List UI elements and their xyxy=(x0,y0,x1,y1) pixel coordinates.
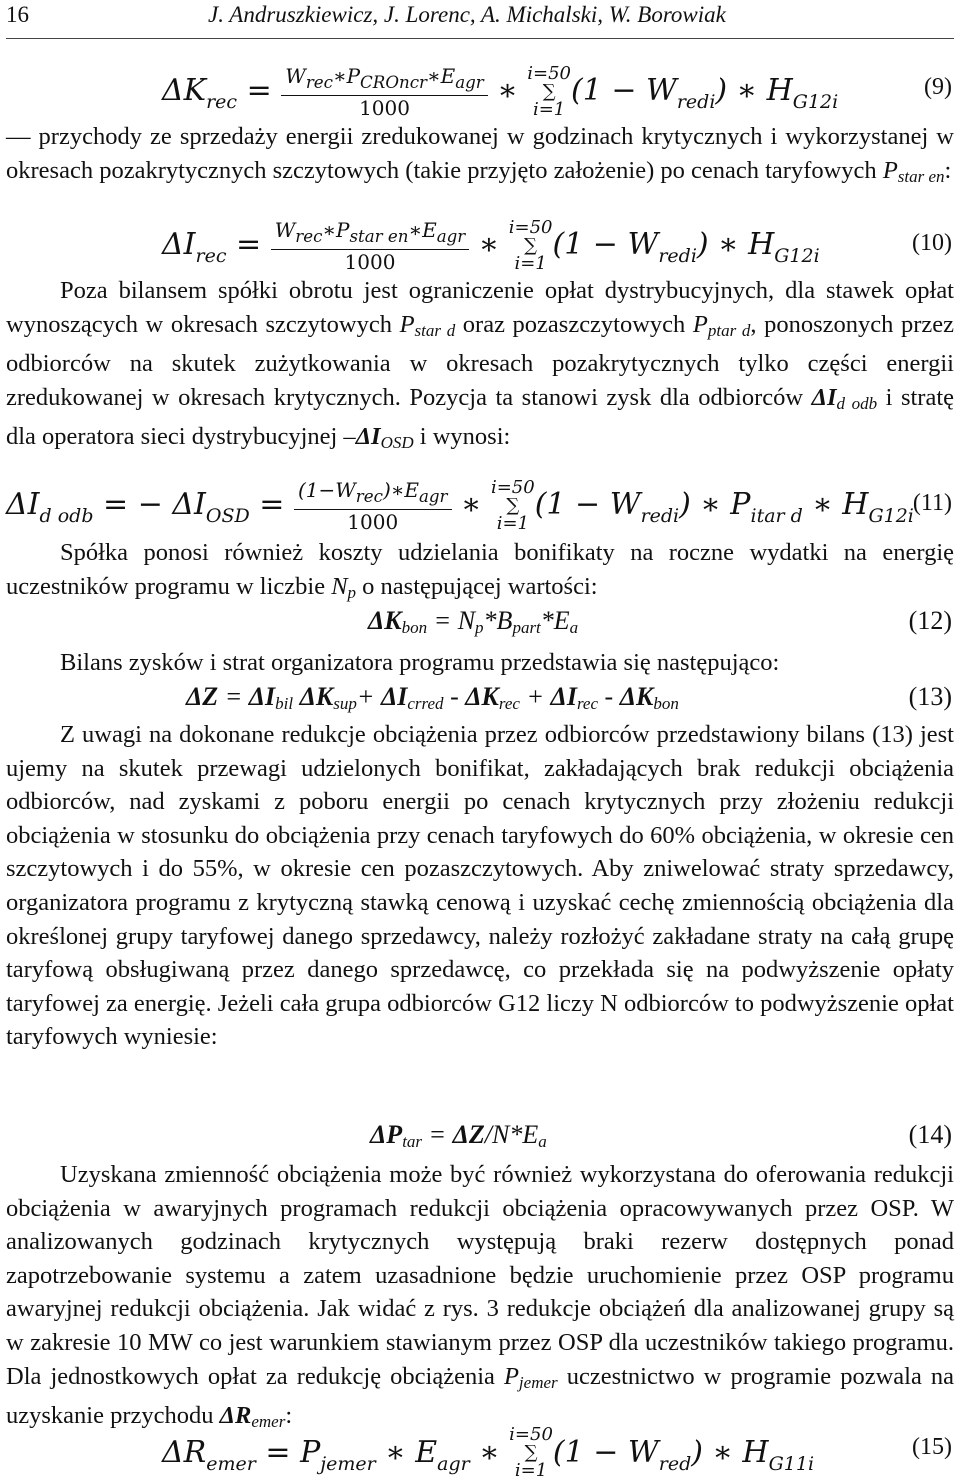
equation-number: (10) xyxy=(912,230,952,256)
author-line: J. Andruszkiewicz, J. Lorenc, A. Michalski, W. Borowiak xyxy=(208,2,726,27)
paragraph-balance-intro xyxy=(6,646,954,680)
paragraph-bonus-cost: Spółka ponosi również koszty udzielania bonifikaty na roczne wydatki na energię uczestników programu w liczbie Np o następującej wartości: xyxy=(6,539,954,602)
paragraph-balance-discussion xyxy=(6,718,954,1054)
paragraph-text: Poza bilansem spółki obrotu jest ograniczenie opłat dystrybucyjnych, dla stawek opłat wynoszących w okresach szczytowych xyxy=(6,277,954,338)
equation-number: (11) xyxy=(912,490,952,516)
paragraph-text: i stratę dla operatora sieci dystrybucyjnej – xyxy=(6,383,955,451)
equation-number: (9) xyxy=(924,74,952,100)
equation-14: ΔPtar = ΔZ/N*Ea (14) xyxy=(370,1120,952,1151)
equation-13: ΔZ = ΔIbil ΔKsup+ ΔIcrred - ΔKrec + ΔIrec - ΔKbon (13) xyxy=(186,682,952,713)
paragraph-emergency-programs: Uzyskana zmienność obciążenia może być również wykorzystana do oferowania redukcji obciążenia w awaryjnych programach redukcji obciążenia opracowywanych przez OSP. W analizowanych godzinach krytycznych występują braki rezerw dostępnych ponad zapotrzebowanie systemu a zatem uzasadnione będzie uruchomienie przez OSP programu awaryjnej redukcji obciążenia. Jak widać z rys. 3 redukcje obciążeń dla analizowanej grupy są w zakresie 10 MW co jest warunkiem stawianym przez OSP dla uczestników takiego programu. Dla jednostkowych opłat za redukcję obciążenia Pjemer uczestnictwo w programie pozwala na uzyskanie przychodu ΔRemer: xyxy=(6,1161,955,1432)
paragraph-revenue-list-item: — przychody ze sprzedaży energii zredukowanej w godzinach krytycznych i wykorzystanej w okresach pozakrytycznych szczytowych (takie przyjęto założenie) po cenach taryfowych Pstar en: xyxy=(6,123,954,186)
paragraph-text: Uzyskana zmienność obciążenia może być również wykorzystana do oferowania redukcji obciążenia w awaryjnych programach redukcji obciążenia opracowywanych przez OSP. W analizowanych godzinach krytycznych występują braki rezerw dostępnych ponad zapotrzebowanie systemu a zatem uzasadnione będzie uruchomienie przez OSP programu awaryjnej redukcji obciążenia. Jak widać z rys. 3 redukcje obciążeń dla analizowanej grupy są w zakresie 10 MW co jest warunkiem stawianym przez OSP dla uczestników takiego programu. Dla jednostkowych opłat za redukcję obciążenia xyxy=(6,1161,954,1390)
paragraph-text: i wynosi: xyxy=(419,423,511,451)
paragraph-text: uczestnictwo w programie pozwala na uzyskanie przychodu xyxy=(6,1362,955,1430)
equation-number: (13) xyxy=(908,682,952,711)
equation-number: (15) xyxy=(912,1434,952,1460)
equation-15: $\Delta R_{emer} = P_{jemer}$ ∗ $E_{agr}$ ∗ i=50 ∑ $i=1(1 - W_{red})$ ∗ $H_{G11i}$ (15) xyxy=(162,1424,952,1481)
paragraph-text: , ponoszonych przez odbiorców na skutek zużytkowania w okresach pozakrytycznych tylko części energii zredukowanej w okresach krytycznych. Pozycja ta stanowi zysk dla odbiorców xyxy=(6,310,954,411)
equation-number: (14) xyxy=(908,1120,952,1149)
equation-number: (12) xyxy=(908,606,952,635)
paragraph-text: o następującej wartości: xyxy=(362,572,598,600)
page-number: 16 xyxy=(6,2,29,27)
paragraph-distribution-fees: Poza bilansem spółki obrotu jest ograniczenie opłat dystrybucyjnych, dla stawek opłat wynoszących w okresach szczytowych Pstar d oraz pozaszczytowych Pptar d, ponoszonych przez odbiorców na skutek zużytkowania w okresach pozakrytycznych tylko części energii zredukowanej w okresach krytycznych. Pozycja ta stanowi zysk dla odbiorców ΔId odb i stratę dla operatora sieci dystrybucyjnej –ΔIOSD i wynosi: xyxy=(6,277,955,453)
equation-11: $\Delta I_{d odb}$ = − $\Delta I_{OSD}$ = $\frac{(1-W_{rec})∗E_{agr}}{1000}$ ∗ i=50 ∑ $i=1(1 - W_{redi})$ ∗ $P_{itar d}$ ∗ $H_{G12i}$ (11) xyxy=(6,477,952,534)
paragraph-text: Z uwagi na dokonane redukcje obciążenia przez odbiorców przedstawiony bilans (13) jest ujemy na skutek przewagi udzielonych bonifikat, zakładających brak redukcji obciążenia odbiorców, nad zyskami z poboru energii po cenach krytycznych przy złożeniu redukcji obciążenia w stosunku do obciążenia przy cenach taryfowych do 60% obciążenia, w okresie cen szczytowych i do 55%, w okresie cen pozaszczytowych. Aby zniwelować straty sprzedawcy, organizatora programu z krytyczną stawką cenową i uzyskać cechę zmiennością obciążenia dla określonej grupy taryfowej danego sprzedawcy, należy rozłożyć zakładane straty na całą grupę taryfową obsługiwaną przez danego sprzedawcę, co przekłada się na podwyższenie opłaty taryfowej za energię. Jeżeli cała grupa odbiorców G12 liczy N odbiorców to podwyższenie opłat taryfowych wyniesie: xyxy=(6,721,954,1051)
paragraph-text: — przychody ze sprzedaży energii zredukowanej w godzinach krytycznych i wykorzystanej w okresach pozakrytycznych szczytowych (takie przyjęto założenie) po cenach taryfowych xyxy=(6,123,954,184)
paragraph-text: oraz pozaszczytowych xyxy=(462,310,686,338)
equation-9: $\Delta K_{rec}$ = $\frac{W_{rec}∗P_{CROncr}∗E_{agr}}{1000}$ ∗ i=50 ∑ $i=1(1 - W_{redi})$ ∗ $H_{G12i}$ (9) xyxy=(162,63,952,120)
equation-12: ΔKbon = Np*Bpart*Ea (12) xyxy=(368,606,952,637)
paragraph-text: Spółka ponosi również koszty udzielania bonifikaty na roczne wydatki na energię uczestników programu w liczbie xyxy=(6,539,954,600)
equation-10: $\Delta I_{rec}$ = $\frac{W_{rec}∗P_{star en}∗E_{agr}}{1000}$ ∗ i=50 ∑ $i=1(1 - W_{redi})$ ∗ $H_{G12i}$ (10) xyxy=(162,217,952,274)
paragraph-text: Bilans zysków i strat organizatora programu przedstawia się następująco: xyxy=(60,649,780,676)
running-header xyxy=(6,2,954,39)
